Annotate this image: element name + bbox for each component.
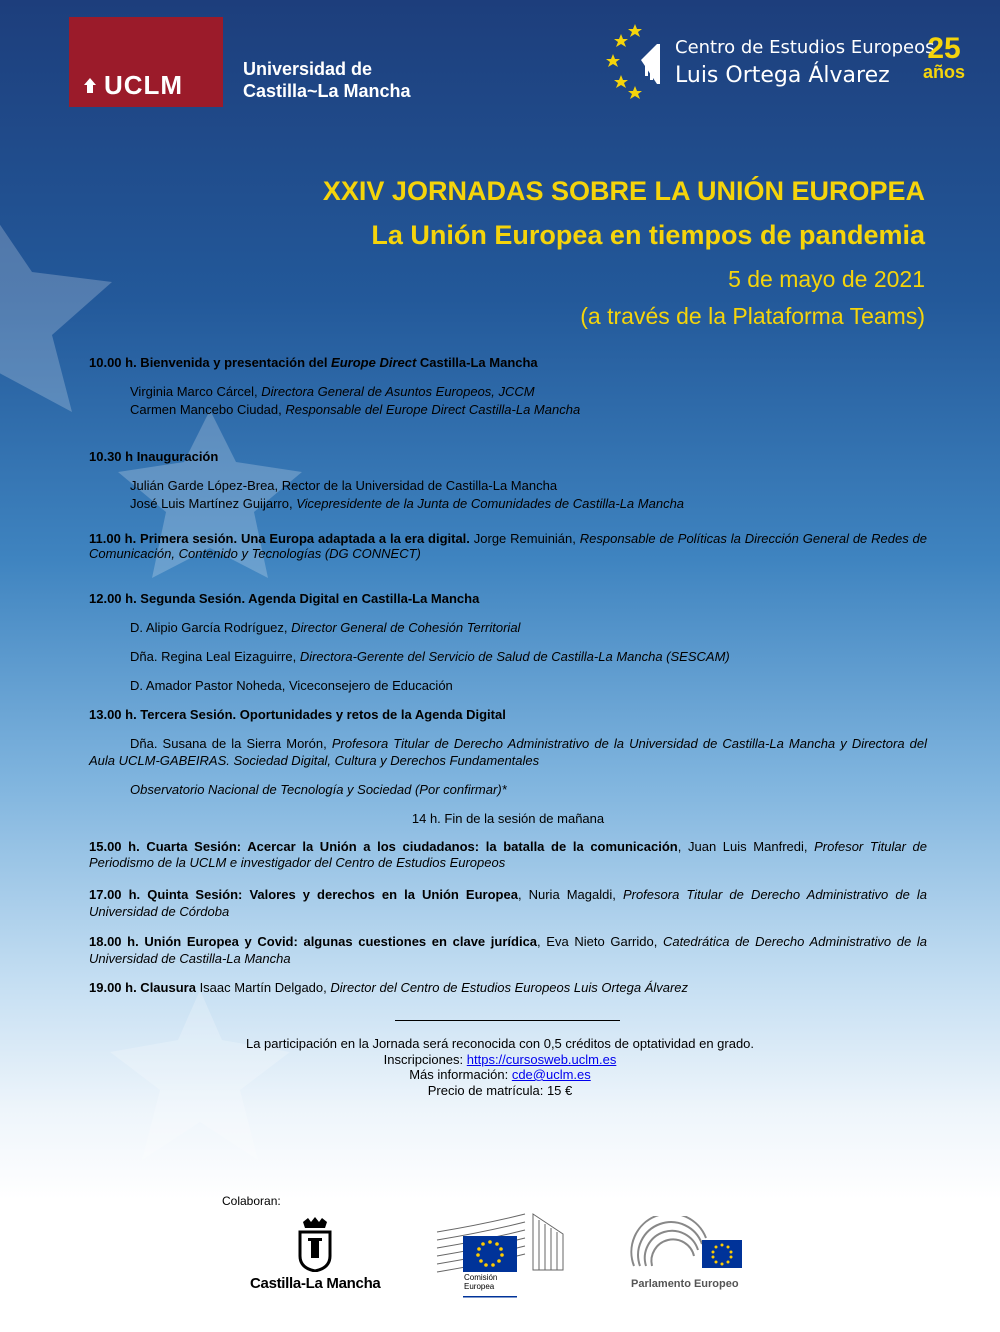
speaker	[89, 401, 968, 418]
speaker-role: Director del Centro de Estudios Europeos Luis Ortega Álvarez	[330, 980, 689, 995]
speaker	[89, 619, 968, 636]
event-date: 5 de mayo de 2021	[728, 266, 925, 292]
session-inauguration: 10.30 h Inauguración	[89, 449, 219, 464]
registration-link[interactable]: https://cursosweb.uclm.es	[466, 1051, 617, 1067]
session-fifth	[89, 886, 927, 920]
session-sixth	[89, 933, 927, 967]
center-name-line1: Centro de Estudios Europeos	[675, 37, 935, 58]
session-title: 17.00 h. Quinta Sesión: Valores y derechos en la Unión Europea	[89, 887, 518, 902]
speaker-role: Directora General de Asuntos Europeos, JCCM	[261, 384, 535, 399]
session-title: 19.00 h. Clausura	[89, 980, 196, 995]
speaker-name: Carmen Mancebo Ciudad,	[130, 402, 286, 417]
speaker-name: Virginia Marco Cárcel,	[130, 384, 262, 399]
speaker: Julián Garde López-Brea, Rector de la Universidad de Castilla-La Mancha	[130, 478, 558, 493]
session-second: 12.00 h. Segunda Sesión. Agenda Digital en Castilla-La Mancha	[89, 591, 480, 606]
speaker-role: Profesora Titular de Derecho Administrativo de la Universidad de Castilla-La Mancha y Directora del Aula UCLM-GABEIRAS. Sociedad Digital, Cultura y Derechos Fundamentales	[89, 736, 928, 768]
ce-label-line2: Europea	[464, 1282, 495, 1291]
european-parliament-logo-icon	[630, 1216, 745, 1276]
speaker-role: Profesor Titular de Periodismo de la UCLM e investigador del Centro de Estudios Europeos	[89, 839, 927, 870]
price: Precio de matrícula: 15 €	[427, 1082, 573, 1098]
speaker	[89, 383, 968, 400]
eu-stars-logo-icon	[605, 22, 675, 104]
session-title: 10.00 h. Bienvenida y presentación del	[89, 355, 332, 370]
speaker-name: , Juan Luis Manfredi,	[677, 839, 815, 854]
center-name-line2: Luis Ortega Álvarez	[675, 63, 890, 88]
speaker-role: Vicepresidente de la Junta de Comunidades de Castilla-La Mancha	[296, 496, 685, 511]
speaker-name: , Eva Nieto Garrido,	[537, 934, 663, 949]
session-closing	[89, 979, 927, 996]
european-commission-logo-icon	[435, 1212, 567, 1298]
speaker-name: D. Alipio García Rodríguez,	[130, 620, 292, 635]
speaker: Observatorio Nacional de Tecnología y Sociedad (Por confirmar)*	[130, 782, 507, 797]
castilla-la-mancha-label: Castilla-La Mancha	[250, 1275, 381, 1292]
university-name-line2: Castilla~La Mancha	[243, 81, 411, 101]
university-name	[243, 58, 411, 102]
university-name-line1: Universidad de	[243, 59, 373, 79]
speaker-role: Responsable del Europe Direct Castilla-La Mancha	[285, 402, 581, 417]
info-label: Más información:	[409, 1067, 512, 1082]
speaker	[89, 495, 968, 512]
speaker-role: Catedrática de Derecho Administrativo de la Universidad de Castilla-La Mancha	[89, 934, 927, 966]
speaker-name: , Nuria Magaldi,	[517, 887, 623, 902]
session-welcome	[89, 354, 927, 371]
registration-line	[0, 1052, 1000, 1068]
anniversary-number: 25	[927, 32, 961, 65]
anniversary-badge	[920, 32, 968, 82]
session-title-italic: Europe Direct	[331, 355, 417, 370]
session-title: 11.00 h. Primera sesión. Una Europa adaptada a la era digital.	[89, 531, 470, 546]
speaker-name: Dña. Susana de la Sierra Morón,	[130, 736, 332, 751]
info-email-link[interactable]: cde@uclm.es	[511, 1067, 591, 1082]
session-title-end: Castilla-La Mancha	[416, 355, 538, 370]
speaker: D. Amador Pastor Noheda, Viceconsejero de Educación	[130, 678, 453, 693]
footer-info	[0, 1036, 1000, 1098]
collaborators-label: Colaboran:	[222, 1194, 281, 1208]
event-platform: (a través de la Plataforma Teams)	[580, 303, 925, 329]
uclm-logo-text: UCLM	[104, 70, 184, 100]
morning-end: 14 h. Fin de la sesión de mañana	[411, 811, 605, 826]
speaker-name: José Luis Martínez Guijarro,	[130, 496, 297, 511]
ce-label-line1: Comisión	[464, 1273, 498, 1282]
main-title: XXIV JORNADAS SOBRE LA UNIÓN EUROPEA	[322, 176, 925, 206]
subtitle: La Unión Europea en tiempos de pandemia	[371, 220, 925, 250]
uclm-emblem-icon	[80, 76, 100, 96]
speaker-role: Director General de Cohesión Territorial	[291, 620, 521, 635]
session-fourth	[89, 839, 927, 871]
speaker	[89, 648, 968, 665]
european-parliament-label: Parlamento Europeo	[631, 1278, 739, 1290]
credits-note: La participación en la Jornada será reconocida con 0,5 créditos de optatividad en grado.	[245, 1036, 755, 1051]
speaker-name: Jorge Remuinián,	[469, 531, 580, 546]
divider	[395, 1020, 620, 1021]
session-title: 18.00 h. Unión Europea y Covid: algunas cuestiones en clave jurídica	[89, 934, 538, 949]
speaker-role: Directora-Gerente del Servicio de Salud de Castilla-La Mancha (SESCAM)	[299, 649, 730, 664]
speaker	[89, 735, 927, 769]
speaker-role: Responsable de Políticas la Dirección General de Redes de Comunicación, Contenido y Tecnologías (DG CONNECT)	[89, 531, 928, 561]
speaker-role: Profesora Titular de Derecho Administrativo de la Universidad de Córdoba	[89, 887, 927, 919]
session-third: 13.00 h. Tercera Sesión. Oportunidades y retos de la Agenda Digital	[89, 707, 506, 722]
speaker-name: Dña. Regina Leal Eizaguirre,	[130, 649, 300, 664]
info-line	[0, 1067, 1000, 1083]
european-commission-label	[464, 1273, 497, 1291]
registration-label: Inscripciones:	[383, 1051, 467, 1067]
session-first	[89, 531, 927, 561]
castilla-la-mancha-shield-icon	[297, 1216, 333, 1272]
anniversary-word: años	[922, 62, 965, 82]
star-shape	[0, 210, 112, 412]
speaker-name: Isaac Martín Delgado,	[195, 980, 331, 995]
session-title: 15.00 h. Cuarta Sesión: Acercar la Unión a los ciudadanos: la batalla de la comunicación	[89, 839, 678, 854]
